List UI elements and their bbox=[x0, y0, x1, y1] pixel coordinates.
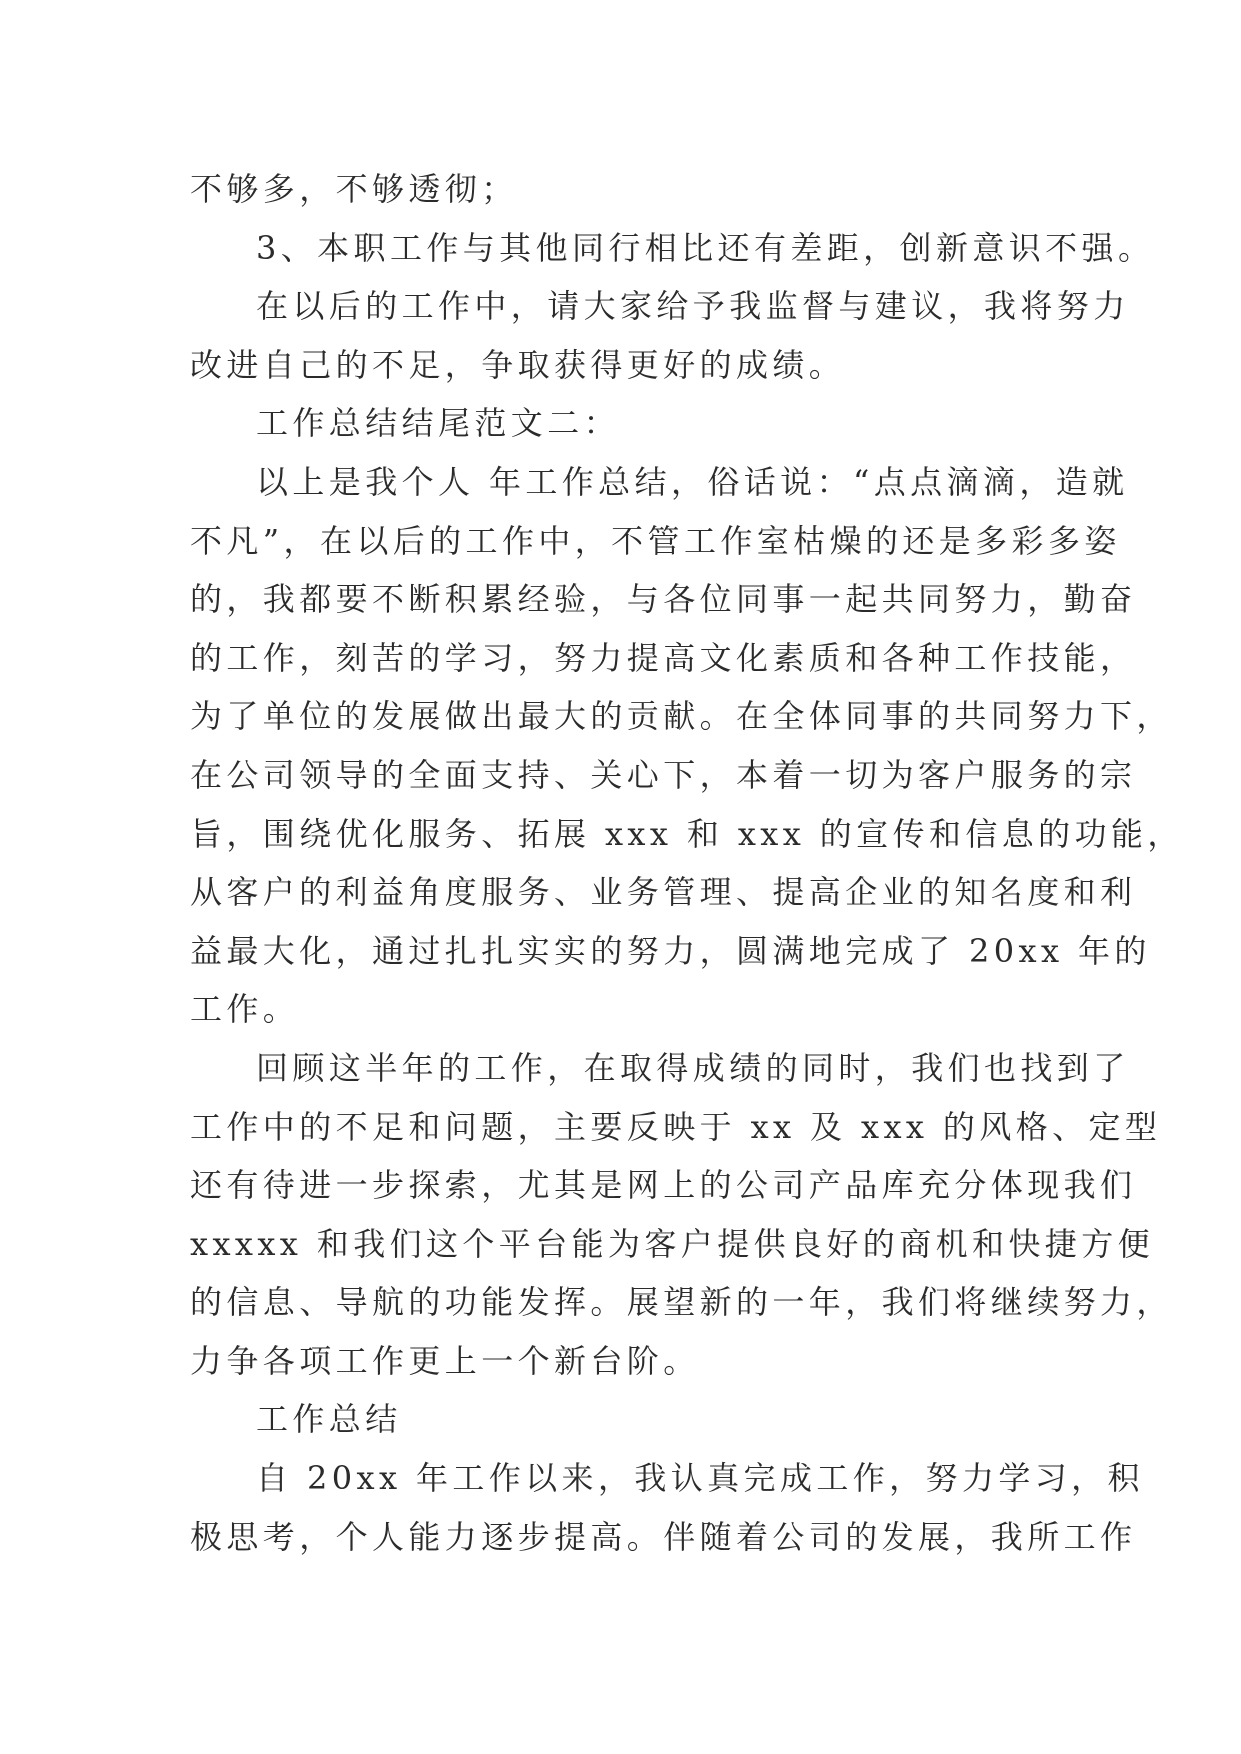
text-line: 自 20xx 年工作以来，我认真完成工作，努力学习，积 bbox=[256, 1459, 1144, 1498]
text-line: 以上是我个人 年工作总结，俗话说：“点点滴滴，造就 bbox=[256, 462, 1129, 501]
section-heading: 工作总结结尾范文二： bbox=[256, 404, 621, 443]
text-line: 极思考，个人能力逐步提高。伴随着公司的发展，我所工作 bbox=[190, 1517, 1137, 1556]
text-line: 3、本职工作与其他同行相比还有差距，创新意识不强。 bbox=[256, 228, 1155, 267]
text-line: 的，我都要不断积累经验，与各位同事一起共同努力，勤奋 bbox=[190, 580, 1137, 619]
text-line: 力争各项工作更上一个新台阶。 bbox=[190, 1341, 700, 1380]
document-body bbox=[190, 160, 1184, 1566]
text-line: 还有待进一步探索，尤其是网上的公司产品库充分体现我们 bbox=[190, 1166, 1137, 1205]
text-line: 不够多，不够透彻； bbox=[190, 170, 518, 208]
section-heading: 工作总结 bbox=[256, 1400, 402, 1439]
text-line: 旨，围绕优化服务、拓展 xxx 和 xxx 的宣传和信息的功能， bbox=[190, 814, 1184, 853]
text-line: 在公司领导的全面支持、关心下，本着一切为客户服务的宗 bbox=[190, 755, 1137, 794]
text-line: 为了单位的发展做出最大的贡献。在全体同事的共同努力下， bbox=[190, 697, 1173, 736]
text-line: 的工作，刻苦的学习，努力提高文化素质和各种工作技能， bbox=[190, 638, 1137, 677]
text-line: xxxxx 和我们这个平台能为客户提供良好的商机和快捷方便 bbox=[190, 1224, 1155, 1263]
text-line: 回顾这半年的工作，在取得成绩的同时，我们也找到了 bbox=[256, 1048, 1130, 1087]
text-line: 工作。 bbox=[190, 990, 300, 1029]
text-line: 不凡”，在以后的工作中，不管工作室枯燥的还是多彩多姿 bbox=[190, 521, 1121, 560]
text-line: 在以后的工作中，请大家给予我监督与建议，我将努力 bbox=[256, 287, 1130, 326]
text-line: 工作中的不足和问题，主要反映于 xx 及 xxx 的风格、定型 bbox=[190, 1107, 1162, 1146]
text-line: 的信息、导航的功能发挥。展望新的一年，我们将继续努力， bbox=[190, 1283, 1173, 1322]
text-line: 改进自己的不足，争取获得更好的成绩。 bbox=[190, 345, 846, 384]
text-line: 从客户的利益角度服务、业务管理、提高企业的知名度和利 bbox=[190, 873, 1137, 912]
text-line: 益最大化，通过扎扎实实的努力，圆满地完成了 20xx 年的 bbox=[190, 931, 1151, 970]
